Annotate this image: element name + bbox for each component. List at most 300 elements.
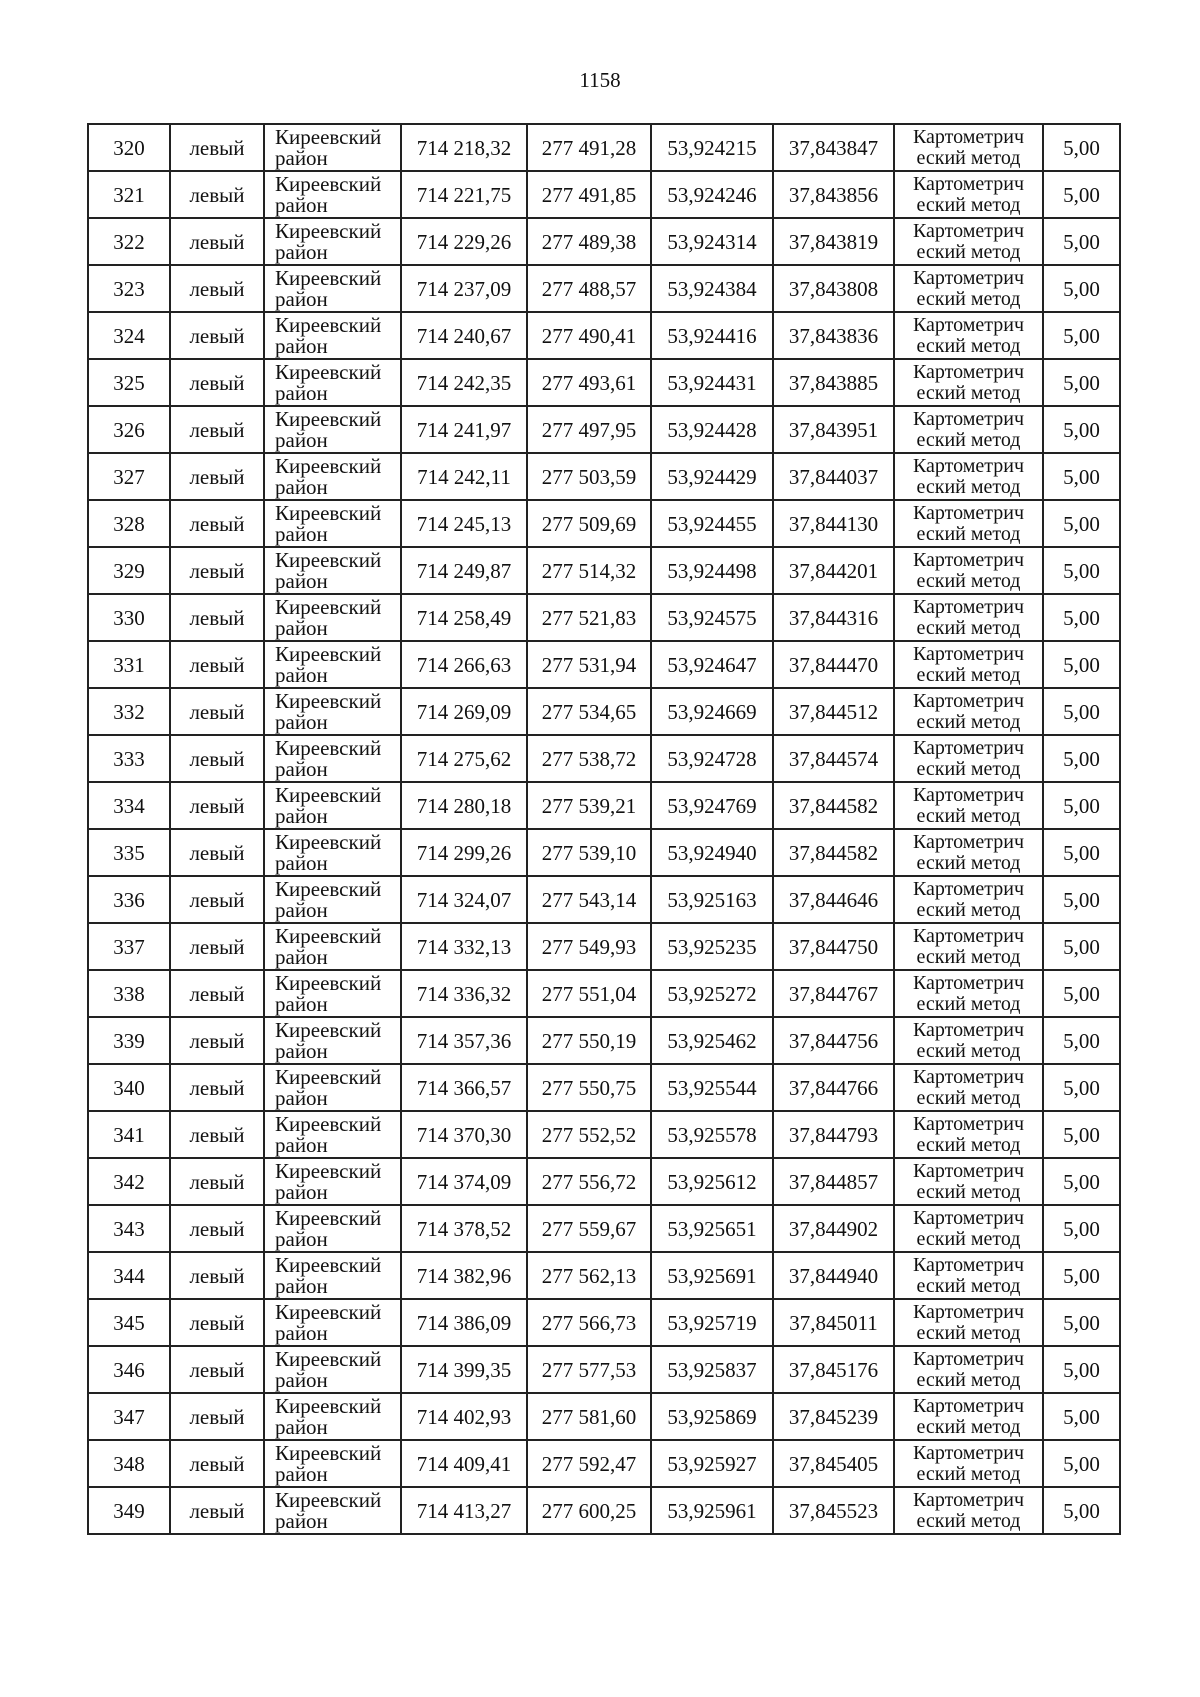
side-cell: левый: [170, 218, 264, 265]
method-line: Картометрич: [912, 830, 1025, 853]
district-line: Киреевский: [275, 1487, 382, 1512]
table-body: [88, 124, 1120, 1534]
y-coordinate-cell: 277 491,85: [527, 171, 651, 218]
method-cell: [894, 829, 1043, 876]
longitude-cell: 37,844130: [773, 500, 894, 547]
district-line: район: [275, 897, 328, 922]
method-line: еский метод: [916, 1462, 1021, 1485]
side-cell: левый: [170, 1346, 264, 1393]
latitude-cell: 53,924647: [651, 641, 773, 688]
district-line: Киреевский: [275, 782, 382, 807]
district-line: район: [275, 1461, 328, 1486]
y-coordinate-cell: 277 581,60: [527, 1393, 651, 1440]
table-row: [88, 1158, 1120, 1205]
x-coordinate-cell: 714 237,09: [401, 265, 527, 312]
y-coordinate-cell: 277 497,95: [527, 406, 651, 453]
district-line: район: [275, 1226, 328, 1251]
accuracy-cell: 5,00: [1043, 500, 1120, 547]
method-line: еский метод: [916, 1180, 1021, 1203]
latitude-cell: 53,924669: [651, 688, 773, 735]
method-cell: [894, 1346, 1043, 1393]
latitude-cell: 53,925544: [651, 1064, 773, 1111]
point-number-cell: 321: [88, 171, 170, 218]
side-cell: левый: [170, 641, 264, 688]
longitude-cell: 37,843885: [773, 359, 894, 406]
latitude-cell: 53,924575: [651, 594, 773, 641]
district-line: Киреевский: [275, 453, 382, 478]
latitude-cell: 53,925462: [651, 1017, 773, 1064]
side-cell: левый: [170, 359, 264, 406]
method-line: еский метод: [916, 1039, 1021, 1062]
side-cell: левый: [170, 876, 264, 923]
method-line: Картометрич: [912, 924, 1025, 947]
district-cell: [264, 218, 401, 265]
district-line: район: [275, 1414, 328, 1439]
latitude-cell: 53,925235: [651, 923, 773, 970]
district-line: район: [275, 1085, 328, 1110]
district-cell: [264, 453, 401, 500]
table-row: [88, 406, 1120, 453]
method-cell: [894, 970, 1043, 1017]
latitude-cell: 53,924416: [651, 312, 773, 359]
district-line: Киреевский: [275, 406, 382, 431]
side-cell: левый: [170, 1064, 264, 1111]
longitude-cell: 37,843808: [773, 265, 894, 312]
side-cell: левый: [170, 735, 264, 782]
district-line: Киреевский: [275, 876, 382, 901]
y-coordinate-cell: 277 521,83: [527, 594, 651, 641]
method-cell: [894, 782, 1043, 829]
district-line: район: [275, 1273, 328, 1298]
table-row: [88, 876, 1120, 923]
accuracy-cell: 5,00: [1043, 1346, 1120, 1393]
longitude-cell: 37,844470: [773, 641, 894, 688]
district-cell: [264, 359, 401, 406]
x-coordinate-cell: 714 366,57: [401, 1064, 527, 1111]
district-cell: [264, 547, 401, 594]
latitude-cell: 53,924314: [651, 218, 773, 265]
table-row: [88, 359, 1120, 406]
method-line: Картометрич: [912, 454, 1025, 477]
point-number-cell: 335: [88, 829, 170, 876]
point-number-cell: 338: [88, 970, 170, 1017]
longitude-cell: 37,845523: [773, 1487, 894, 1534]
table-row: [88, 735, 1120, 782]
method-line: Картометрич: [912, 1018, 1025, 1041]
district-line: Киреевский: [275, 171, 382, 196]
district-line: Киреевский: [275, 1205, 382, 1230]
accuracy-cell: 5,00: [1043, 641, 1120, 688]
table-row: [88, 124, 1120, 171]
x-coordinate-cell: 714 275,62: [401, 735, 527, 782]
table-row: [88, 1064, 1120, 1111]
y-coordinate-cell: 277 566,73: [527, 1299, 651, 1346]
method-line: еский метод: [916, 287, 1021, 310]
side-cell: левый: [170, 970, 264, 1017]
latitude-cell: 53,925612: [651, 1158, 773, 1205]
district-line: Киреевский: [275, 359, 382, 384]
point-number-cell: 344: [88, 1252, 170, 1299]
point-number-cell: 345: [88, 1299, 170, 1346]
point-number-cell: 333: [88, 735, 170, 782]
method-cell: [894, 1299, 1043, 1346]
district-cell: [264, 265, 401, 312]
side-cell: левый: [170, 1205, 264, 1252]
latitude-cell: 53,924940: [651, 829, 773, 876]
district-line: район: [275, 380, 328, 405]
latitude-cell: 53,924246: [651, 171, 773, 218]
longitude-cell: 37,844201: [773, 547, 894, 594]
district-line: район: [275, 991, 328, 1016]
y-coordinate-cell: 277 493,61: [527, 359, 651, 406]
accuracy-cell: 5,00: [1043, 1440, 1120, 1487]
method-cell: [894, 312, 1043, 359]
point-number-cell: 341: [88, 1111, 170, 1158]
x-coordinate-cell: 714 299,26: [401, 829, 527, 876]
district-cell: [264, 406, 401, 453]
y-coordinate-cell: 277 534,65: [527, 688, 651, 735]
y-coordinate-cell: 277 491,28: [527, 124, 651, 171]
point-number-cell: 348: [88, 1440, 170, 1487]
district-cell: [264, 923, 401, 970]
side-cell: левый: [170, 688, 264, 735]
side-cell: левый: [170, 1487, 264, 1534]
method-line: еский метод: [916, 663, 1021, 686]
method-cell: [894, 265, 1043, 312]
x-coordinate-cell: 714 266,63: [401, 641, 527, 688]
district-line: район: [275, 615, 328, 640]
table-row: [88, 1393, 1120, 1440]
x-coordinate-cell: 714 382,96: [401, 1252, 527, 1299]
district-line: Киреевский: [275, 1299, 382, 1324]
table-row: [88, 1252, 1120, 1299]
latitude-cell: 53,925691: [651, 1252, 773, 1299]
accuracy-cell: 5,00: [1043, 265, 1120, 312]
table-row: [88, 782, 1120, 829]
longitude-cell: 37,844037: [773, 453, 894, 500]
accuracy-cell: 5,00: [1043, 1393, 1120, 1440]
method-line: Картометрич: [912, 689, 1025, 712]
table-row: [88, 171, 1120, 218]
side-cell: левый: [170, 782, 264, 829]
side-cell: левый: [170, 829, 264, 876]
method-line: еский метод: [916, 146, 1021, 169]
y-coordinate-cell: 277 559,67: [527, 1205, 651, 1252]
side-cell: левый: [170, 1111, 264, 1158]
longitude-cell: 37,844750: [773, 923, 894, 970]
method-cell: [894, 1064, 1043, 1111]
method-line: Картометрич: [912, 1441, 1025, 1464]
y-coordinate-cell: 277 600,25: [527, 1487, 651, 1534]
method-line: еский метод: [916, 616, 1021, 639]
district-line: Киреевский: [275, 1440, 382, 1465]
side-cell: левый: [170, 1299, 264, 1346]
point-number-cell: 343: [88, 1205, 170, 1252]
method-line: Картометрич: [912, 360, 1025, 383]
longitude-cell: 37,844316: [773, 594, 894, 641]
side-cell: левый: [170, 312, 264, 359]
method-cell: [894, 735, 1043, 782]
district-cell: [264, 500, 401, 547]
method-line: Картометрич: [912, 125, 1025, 148]
side-cell: левый: [170, 547, 264, 594]
y-coordinate-cell: 277 490,41: [527, 312, 651, 359]
point-number-cell: 331: [88, 641, 170, 688]
x-coordinate-cell: 714 269,09: [401, 688, 527, 735]
accuracy-cell: 5,00: [1043, 735, 1120, 782]
longitude-cell: 37,844940: [773, 1252, 894, 1299]
accuracy-cell: 5,00: [1043, 688, 1120, 735]
district-line: Киреевский: [275, 688, 382, 713]
table-row: [88, 923, 1120, 970]
table-row: [88, 1346, 1120, 1393]
point-number-cell: 327: [88, 453, 170, 500]
district-line: район: [275, 1320, 328, 1345]
district-cell: [264, 1299, 401, 1346]
method-line: еский метод: [916, 381, 1021, 404]
district-line: район: [275, 286, 328, 311]
latitude-cell: 53,924215: [651, 124, 773, 171]
latitude-cell: 53,925651: [651, 1205, 773, 1252]
y-coordinate-cell: 277 539,10: [527, 829, 651, 876]
side-cell: левый: [170, 1017, 264, 1064]
accuracy-cell: 5,00: [1043, 1017, 1120, 1064]
longitude-cell: 37,843847: [773, 124, 894, 171]
method-line: еский метод: [916, 898, 1021, 921]
point-number-cell: 342: [88, 1158, 170, 1205]
method-line: Картометрич: [912, 1065, 1025, 1088]
method-cell: [894, 124, 1043, 171]
district-line: район: [275, 1179, 328, 1204]
method-cell: [894, 547, 1043, 594]
district-line: район: [275, 1508, 328, 1533]
method-cell: [894, 171, 1043, 218]
district-line: район: [275, 1038, 328, 1063]
method-line: еский метод: [916, 1368, 1021, 1391]
district-line: Киреевский: [275, 1346, 382, 1371]
district-cell: [264, 1346, 401, 1393]
district-line: район: [275, 662, 328, 687]
method-line: еский метод: [916, 757, 1021, 780]
method-line: Картометрич: [912, 1253, 1025, 1276]
y-coordinate-cell: 277 509,69: [527, 500, 651, 547]
accuracy-cell: 5,00: [1043, 1111, 1120, 1158]
method-line: Картометрич: [912, 595, 1025, 618]
point-number-cell: 328: [88, 500, 170, 547]
district-cell: [264, 782, 401, 829]
district-line: район: [275, 568, 328, 593]
point-number-cell: 320: [88, 124, 170, 171]
point-number-cell: 329: [88, 547, 170, 594]
x-coordinate-cell: 714 240,67: [401, 312, 527, 359]
longitude-cell: 37,844582: [773, 782, 894, 829]
method-line: Картометрич: [912, 1488, 1025, 1511]
page-number: 1158: [579, 68, 621, 92]
side-cell: левый: [170, 500, 264, 547]
latitude-cell: 53,925837: [651, 1346, 773, 1393]
method-line: Картометрич: [912, 736, 1025, 759]
district-line: район: [275, 192, 328, 217]
x-coordinate-cell: 714 378,52: [401, 1205, 527, 1252]
x-coordinate-cell: 714 402,93: [401, 1393, 527, 1440]
y-coordinate-cell: 277 552,52: [527, 1111, 651, 1158]
table-row: [88, 312, 1120, 359]
longitude-cell: 37,845239: [773, 1393, 894, 1440]
district-line: район: [275, 474, 328, 499]
y-coordinate-cell: 277 577,53: [527, 1346, 651, 1393]
method-line: Картометрич: [912, 1206, 1025, 1229]
point-number-cell: 349: [88, 1487, 170, 1534]
method-cell: [894, 876, 1043, 923]
method-line: Картометрич: [912, 548, 1025, 571]
district-cell: [264, 829, 401, 876]
accuracy-cell: 5,00: [1043, 359, 1120, 406]
latitude-cell: 53,924498: [651, 547, 773, 594]
y-coordinate-cell: 277 592,47: [527, 1440, 651, 1487]
longitude-cell: 37,843819: [773, 218, 894, 265]
point-number-cell: 340: [88, 1064, 170, 1111]
district-line: район: [275, 709, 328, 734]
district-line: Киреевский: [275, 265, 382, 290]
y-coordinate-cell: 277 538,72: [527, 735, 651, 782]
accuracy-cell: 5,00: [1043, 547, 1120, 594]
district-cell: [264, 970, 401, 1017]
latitude-cell: 53,925578: [651, 1111, 773, 1158]
longitude-cell: 37,845405: [773, 1440, 894, 1487]
district-cell: [264, 1017, 401, 1064]
point-number-cell: 325: [88, 359, 170, 406]
longitude-cell: 37,844756: [773, 1017, 894, 1064]
latitude-cell: 53,925163: [651, 876, 773, 923]
point-number-cell: 322: [88, 218, 170, 265]
longitude-cell: 37,844793: [773, 1111, 894, 1158]
method-line: еский метод: [916, 240, 1021, 263]
accuracy-cell: 5,00: [1043, 1487, 1120, 1534]
district-line: район: [275, 427, 328, 452]
district-line: Киреевский: [275, 1393, 382, 1418]
x-coordinate-cell: 714 249,87: [401, 547, 527, 594]
longitude-cell: 37,845176: [773, 1346, 894, 1393]
table-row: [88, 1487, 1120, 1534]
method-line: еский метод: [916, 522, 1021, 545]
x-coordinate-cell: 714 399,35: [401, 1346, 527, 1393]
method-line: еский метод: [916, 1321, 1021, 1344]
side-cell: левый: [170, 453, 264, 500]
side-cell: левый: [170, 1393, 264, 1440]
district-cell: [264, 171, 401, 218]
x-coordinate-cell: 714 242,11: [401, 453, 527, 500]
method-line: еский метод: [916, 945, 1021, 968]
district-line: Киреевский: [275, 641, 382, 666]
point-number-cell: 323: [88, 265, 170, 312]
x-coordinate-cell: 714 357,36: [401, 1017, 527, 1064]
point-number-cell: 339: [88, 1017, 170, 1064]
district-line: Киреевский: [275, 218, 382, 243]
accuracy-cell: 5,00: [1043, 453, 1120, 500]
district-cell: [264, 641, 401, 688]
side-cell: левый: [170, 406, 264, 453]
y-coordinate-cell: 277 489,38: [527, 218, 651, 265]
method-cell: [894, 500, 1043, 547]
y-coordinate-cell: 277 531,94: [527, 641, 651, 688]
x-coordinate-cell: 714 280,18: [401, 782, 527, 829]
x-coordinate-cell: 714 229,26: [401, 218, 527, 265]
table-row: [88, 453, 1120, 500]
district-line: Киреевский: [275, 735, 382, 760]
latitude-cell: 53,925927: [651, 1440, 773, 1487]
x-coordinate-cell: 714 332,13: [401, 923, 527, 970]
district-line: Киреевский: [275, 312, 382, 337]
y-coordinate-cell: 277 549,93: [527, 923, 651, 970]
y-coordinate-cell: 277 514,32: [527, 547, 651, 594]
method-line: еский метод: [916, 1509, 1021, 1532]
district-line: район: [275, 145, 328, 170]
method-line: еский метод: [916, 334, 1021, 357]
accuracy-cell: 5,00: [1043, 1205, 1120, 1252]
side-cell: левый: [170, 1440, 264, 1487]
accuracy-cell: 5,00: [1043, 1158, 1120, 1205]
district-cell: [264, 1111, 401, 1158]
accuracy-cell: 5,00: [1043, 876, 1120, 923]
accuracy-cell: 5,00: [1043, 218, 1120, 265]
x-coordinate-cell: 714 218,32: [401, 124, 527, 171]
longitude-cell: 37,843856: [773, 171, 894, 218]
longitude-cell: 37,845011: [773, 1299, 894, 1346]
side-cell: левый: [170, 171, 264, 218]
district-line: Киреевский: [275, 923, 382, 948]
table-row: [88, 1440, 1120, 1487]
side-cell: левый: [170, 594, 264, 641]
x-coordinate-cell: 714 221,75: [401, 171, 527, 218]
district-line: Киреевский: [275, 124, 382, 149]
x-coordinate-cell: 714 374,09: [401, 1158, 527, 1205]
method-line: еский метод: [916, 475, 1021, 498]
method-line: еский метод: [916, 193, 1021, 216]
district-cell: [264, 876, 401, 923]
district-line: район: [275, 333, 328, 358]
method-cell: [894, 1393, 1043, 1440]
y-coordinate-cell: 277 551,04: [527, 970, 651, 1017]
district-cell: [264, 1252, 401, 1299]
x-coordinate-cell: 714 324,07: [401, 876, 527, 923]
method-line: еский метод: [916, 851, 1021, 874]
method-line: еский метод: [916, 992, 1021, 1015]
method-cell: [894, 1017, 1043, 1064]
district-cell: [264, 124, 401, 171]
longitude-cell: 37,844766: [773, 1064, 894, 1111]
point-number-cell: 337: [88, 923, 170, 970]
accuracy-cell: 5,00: [1043, 1299, 1120, 1346]
district-line: район: [275, 944, 328, 969]
district-line: Киреевский: [275, 1064, 382, 1089]
district-cell: [264, 1393, 401, 1440]
side-cell: левый: [170, 1158, 264, 1205]
side-cell: левый: [170, 124, 264, 171]
y-coordinate-cell: 277 562,13: [527, 1252, 651, 1299]
method-cell: [894, 641, 1043, 688]
district-line: район: [275, 1367, 328, 1392]
district-line: Киреевский: [275, 1158, 382, 1183]
side-cell: левый: [170, 923, 264, 970]
accuracy-cell: 5,00: [1043, 1252, 1120, 1299]
point-number-cell: 324: [88, 312, 170, 359]
district-cell: [264, 594, 401, 641]
accuracy-cell: 5,00: [1043, 594, 1120, 641]
y-coordinate-cell: 277 543,14: [527, 876, 651, 923]
y-coordinate-cell: 277 550,19: [527, 1017, 651, 1064]
method-line: Картометрич: [912, 313, 1025, 336]
method-line: Картометрич: [912, 971, 1025, 994]
